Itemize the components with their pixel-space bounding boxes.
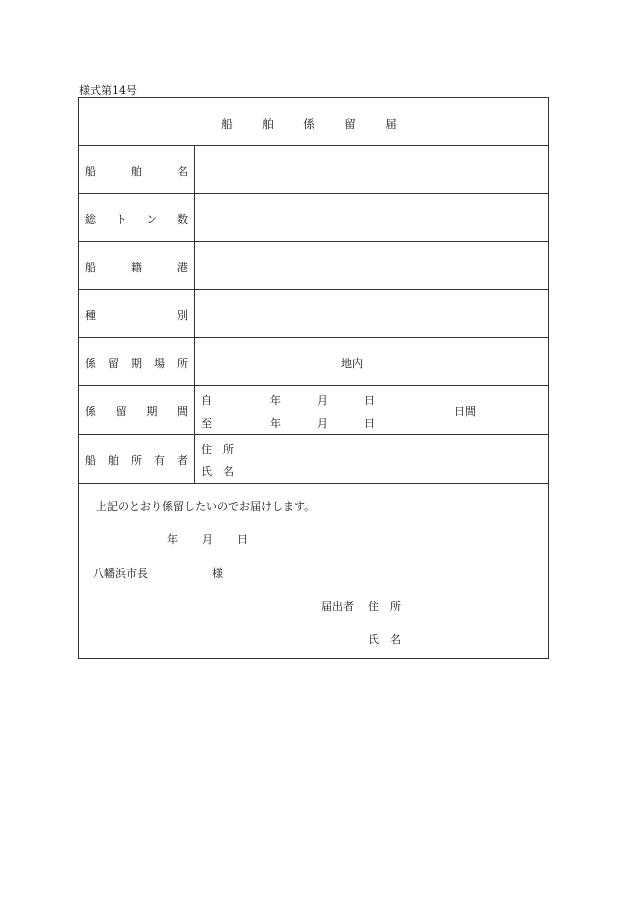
label-mooring-location: 係 留 期 場 所: [85, 357, 188, 370]
declaration-statement: 上記のとおり係留したいのでお届けします。: [96, 500, 316, 513]
label-mooring-period: 係 留 期 間: [85, 405, 188, 418]
applicant-label: 届出者: [321, 600, 354, 613]
form-number: 様式第14号: [79, 84, 137, 97]
location-suffix: 地内: [341, 357, 363, 370]
label-type: 種 別: [85, 309, 188, 322]
row-divider: [79, 385, 548, 386]
label-vessel-name: 船 舶 名: [85, 165, 188, 178]
owner-name-label: 氏 名: [201, 465, 234, 478]
applicant-address-label: 住 所: [368, 600, 401, 613]
addressee-honorific: 様: [212, 567, 223, 580]
form-title: 船 舶 係 留 届: [221, 117, 406, 131]
row-divider: [79, 241, 548, 242]
column-divider: [194, 145, 195, 483]
period-from-label: 自: [201, 394, 212, 407]
date-year: 年: [167, 533, 178, 546]
row-divider: [79, 289, 548, 290]
row-divider: [79, 337, 548, 338]
owner-address-label: 住 所: [201, 443, 234, 456]
period-from-day: 日: [364, 394, 375, 407]
period-from-year: 年: [270, 394, 281, 407]
period-to-year: 年: [270, 417, 281, 430]
label-gross-tonnage: 総 ト ン 数: [85, 213, 188, 226]
row-divider: [79, 434, 548, 435]
label-vessel-owner: 船 舶 所 有 者: [85, 454, 188, 467]
period-to-day: 日: [364, 417, 375, 430]
period-to-label: 至: [201, 417, 212, 430]
row-divider: [79, 193, 548, 194]
date-day: 日: [237, 533, 248, 546]
applicant-name-label: 氏 名: [368, 633, 401, 646]
period-to-month: 月: [317, 417, 328, 430]
label-port-of-registry: 船 籍 港: [85, 261, 188, 274]
addressee: 八幡浜市長: [93, 567, 148, 580]
form-frame: [78, 97, 549, 659]
date-month: 月: [202, 533, 213, 546]
period-from-month: 月: [317, 394, 328, 407]
row-divider: [79, 483, 548, 484]
row-divider: [79, 145, 548, 146]
period-days-label: 日間: [454, 405, 476, 418]
